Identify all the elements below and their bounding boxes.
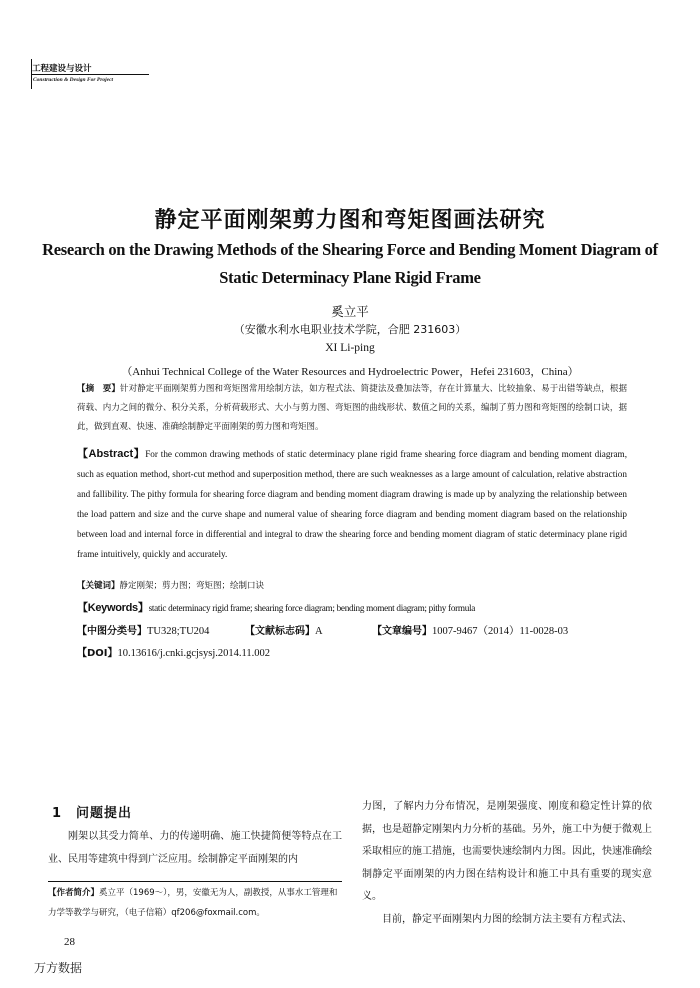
- keywords-en: [77, 598, 627, 618]
- affiliation-en: （Anhui Technical College of the Water Resources and Hydroelectric Power，Hefei 231603，China）: [121, 366, 579, 378]
- doc-code-label: 【文献标志码】: [245, 626, 315, 637]
- page-number: 28: [64, 936, 75, 948]
- keywords-en-text: static determinacy rigid frame; shearing force diagram; bending moment diagram; pithy formula: [148, 603, 476, 613]
- article-no-label: 【文章编号】: [372, 626, 432, 637]
- classification-value: TU328;TU204: [147, 626, 210, 637]
- body-right-paragraph-1: 力图，了解内力分布情况，是刚架强度、刚度和稳定性计算的依据，也是超静定刚架内力分析的基础。另外，施工中为便于微观上采取相应的施工措施，也需要快速绘制内力图。因此，快速准确绘制静定平面刚架的内力图在结构设计和施工中具有重要的现实意义。: [362, 801, 652, 902]
- affiliation-cn: （安徽水利水电职业技术学院，合肥 231603）: [233, 323, 467, 336]
- keywords-cn-label: 【关键词】: [77, 581, 120, 591]
- keywords-cn-text: 静定刚架；剪力图；弯矩图；绘制口诀: [119, 581, 265, 591]
- author-en: XI Li-ping: [325, 342, 375, 354]
- body-right-paragraph-2: 目前，静定平面刚架内力图的绘制方法主要有方程式法、: [382, 913, 632, 925]
- doc-code-line: [245, 622, 323, 637]
- section-heading: 1 问题提出: [52, 806, 133, 821]
- body-right-column: [362, 796, 652, 931]
- header-rule: [31, 74, 149, 75]
- author-cn: 奚立平: [331, 304, 369, 319]
- classification-label: 【中图分类号】: [77, 626, 147, 637]
- body-left-paragraph: 刚架以其受力简单、力的传递明确、施工快捷简便等特点在工业、民用等建筑中得到广泛应用。绘制静定平面刚架的内: [48, 831, 342, 865]
- keywords-en-label: 【Keywords】: [77, 602, 149, 614]
- abstract-cn-label: 【摘 要】: [77, 384, 120, 394]
- author-note-label: 【作者简介】: [48, 888, 100, 898]
- doi-line: [77, 644, 270, 659]
- article-no-value: 1007-9467（2014）11-0028-03: [432, 626, 569, 637]
- abstract-cn: [77, 380, 627, 437]
- journal-name-cn: 工程建设与设计: [32, 64, 92, 74]
- abstract-cn-text: 针对静定平面刚架剪力图和弯矩图常用绘制方法，如方程式法、简捷法及叠加法等，存在计算量大、比较抽象、易于出错等缺点，根据荷载、内力之间的微分、积分关系，分析荷载形式、大小与剪力图、弯矩图的曲线形状、数值之间的关系，编制了剪力图和弯矩图的绘制口诀，据此，做到直观、快速、准确绘制静定平面刚架的剪力图和弯矩图。: [77, 384, 627, 432]
- author-note-text: 奚立平（1969～），男，安徽无为人，副教授，从事水工管理和力学等教学与研究，（电子信箱）qf206@foxmail.com。: [48, 888, 338, 918]
- abstract-en-text: For the common drawing methods of static determinacy plane rigid frame shearing force diagram and bending moment diagram, such as equation method, short-cut method and superposition method, there are such weaknesses as a large amount of calculation, relative abstraction and fallibility. The pithy formula for shearing force diagram and bending moment diagram drawing is made up by analyzing the relationship between the load pattern and size and the curve shape and numeral value of shearing force diagram and bending moment diagram based on the relationship between load and internal force in differential and integral to draw the shearing force and bending moment diagram of static determinacy plane rigid frame intuitively, quickly and accurately.: [77, 449, 628, 559]
- paper-title-en-line1: Research on the Drawing Methods of the Shearing Force and Bending Moment Diagram of: [42, 240, 658, 259]
- abstract-en-label: 【Abstract】: [77, 448, 146, 460]
- abstract-en: [77, 444, 627, 564]
- journal-name-en: Construction & Design For Project: [33, 77, 114, 83]
- doc-code-value: A: [315, 626, 323, 637]
- doi-value: 10.13616/j.cnki.gcjsysj.2014.11.002: [117, 648, 270, 659]
- doi-label: 【DOI】: [77, 648, 118, 659]
- paper-title-en-line2: Static Determinacy Plane Rigid Frame: [219, 268, 481, 287]
- footnote-rule: [48, 881, 342, 882]
- watermark: 万方数据: [34, 961, 83, 975]
- paper-title-cn: 静定平面刚架剪力图和弯矩图画法研究: [154, 208, 546, 233]
- article-no-line: [372, 622, 568, 638]
- classification-line: [77, 622, 209, 637]
- author-note: [48, 883, 342, 923]
- keywords-cn: [77, 577, 627, 596]
